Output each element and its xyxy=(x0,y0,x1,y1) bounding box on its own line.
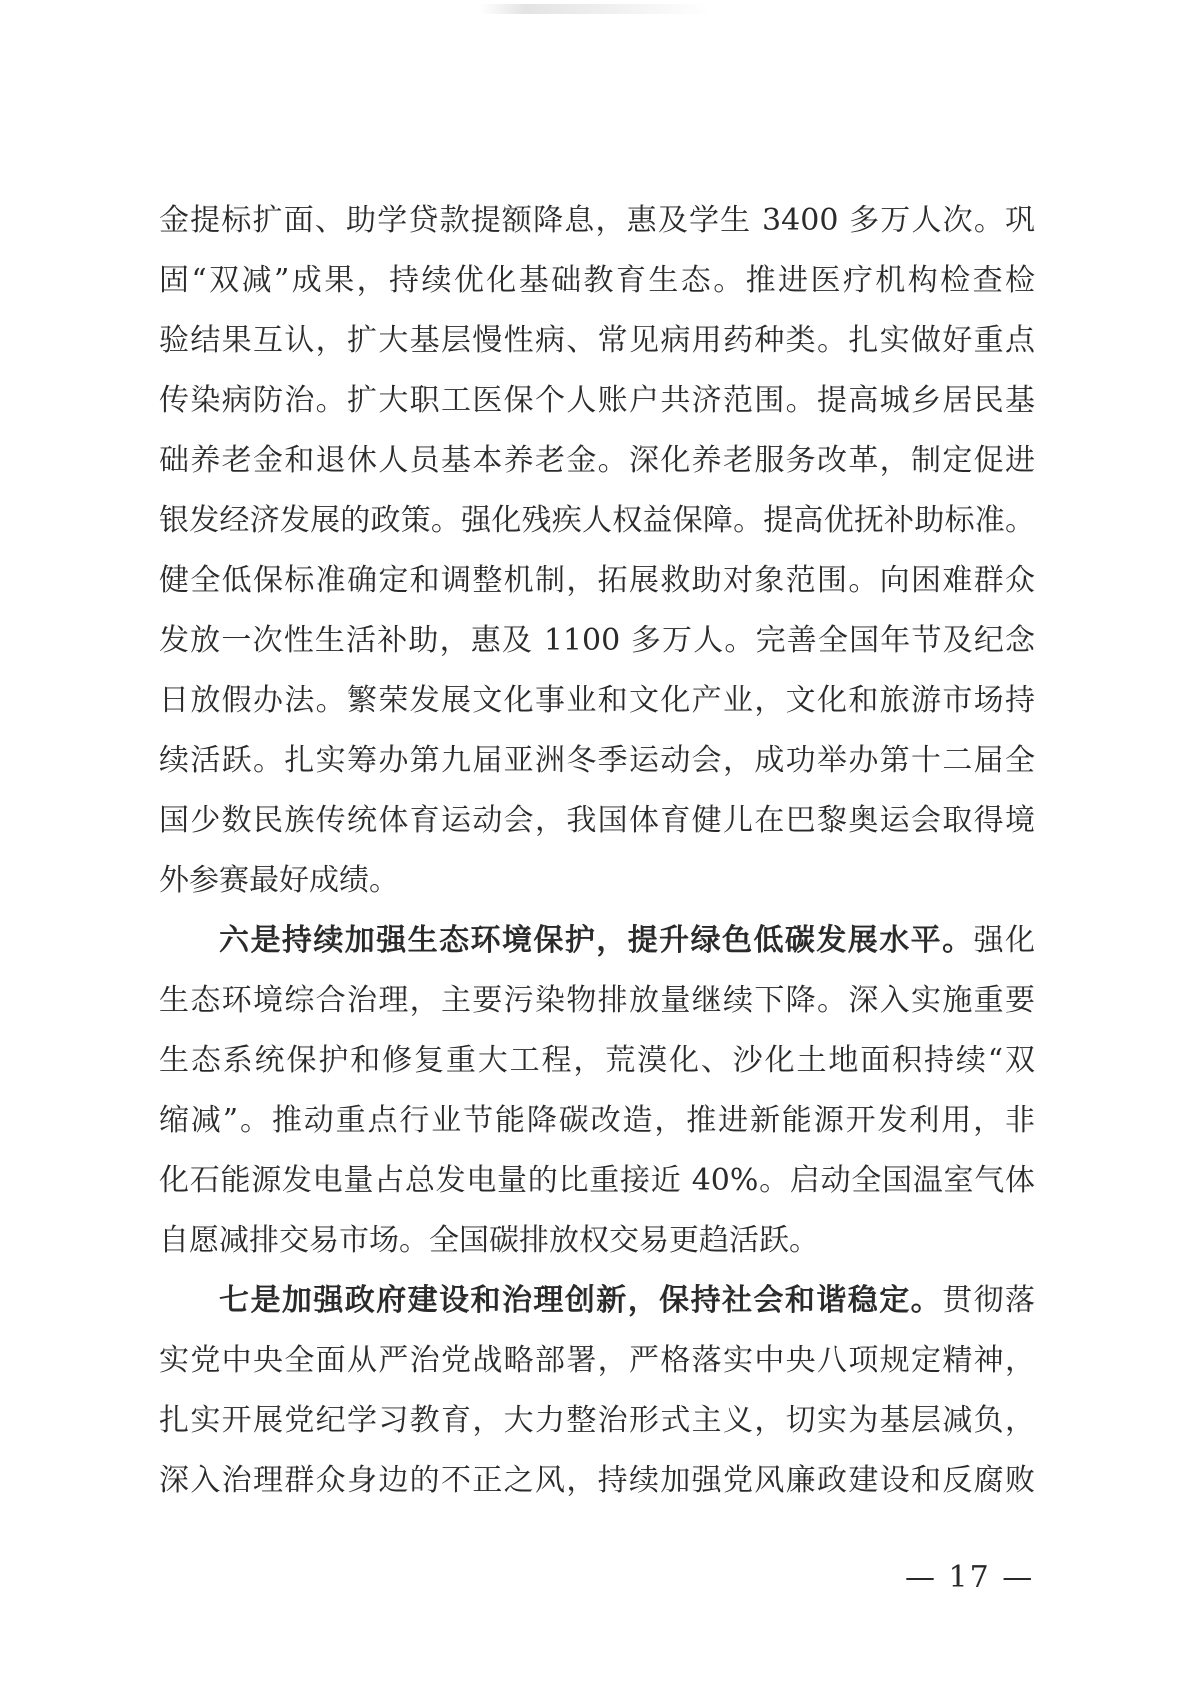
paragraph-ecology xyxy=(159,911,1035,1271)
text-line: 扎实开展党纪学习教育，大力整治形式主义，切实为基层减负， xyxy=(159,1403,1035,1438)
text-line: 础养老金和退休人员基本养老金。深化养老服务改革，制定促进 xyxy=(159,443,1035,478)
text-line: 缩减”。推动重点行业节能降碳改造，推进新能源开发利用，非 xyxy=(159,1103,1035,1138)
text-line: 生态环境综合治理，主要污染物排放量继续下降。深入实施重要 xyxy=(159,983,1035,1018)
text-line: 外参赛最好成绩。 xyxy=(159,863,399,898)
text-line: 健全低保标准确定和调整机制，拓展救助对象范围。向困难群众 xyxy=(159,563,1035,598)
text-line: 金提标扩面、助学贷款提额降息，惠及学生 3400 多万人次。巩 xyxy=(159,203,1035,238)
scan-artifact xyxy=(480,4,710,14)
text-line: 实党中央全面从严治党战略部署，严格落实中央八项规定精神， xyxy=(159,1343,1035,1378)
text-line: 国少数民族传统体育运动会，我国体育健儿在巴黎奥运会取得境 xyxy=(159,803,1035,838)
paragraph-governance xyxy=(159,1271,1035,1511)
text-line: 深入治理群众身边的不正之风，持续加强党风廉政建设和反腐败 xyxy=(159,1463,1035,1498)
text-line: 发放一次性生活补助，惠及 1100 多万人。完善全国年节及纪念 xyxy=(159,623,1035,658)
text-line: 日放假办法。繁荣发展文化事业和文化产业，文化和旅游市场持 xyxy=(159,683,1035,718)
text-run: 贯彻落 xyxy=(942,1283,1035,1318)
text-line: 银发经济发展的政策。强化残疾人权益保障。提高优抚补助标准。 xyxy=(159,503,1035,538)
paragraph-first-line xyxy=(159,1271,1035,1331)
text-line: 自愿减排交易市场。全国碳排放权交易更趋活跃。 xyxy=(159,1223,819,1258)
page-number: — 17 — xyxy=(905,1560,1035,1595)
paragraph-heading: 六是持续加强生态环境保护，提升绿色低碳发展水平。 xyxy=(219,923,974,958)
text-line: 续活跃。扎实筹办第九届亚洲冬季运动会，成功举办第十二届全 xyxy=(159,743,1035,778)
text-line: 固“双减”成果，持续优化基础教育生态。推进医疗机构检查检 xyxy=(159,263,1035,298)
text-line: 验结果互认，扩大基层慢性病、常见病用药种类。扎实做好重点 xyxy=(159,323,1035,358)
text-line: 传染病防治。扩大职工医保个人账户共济范围。提高城乡居民基 xyxy=(159,383,1035,418)
text-run: 强化 xyxy=(973,923,1035,958)
paragraph-heading: 七是加强政府建设和治理创新，保持社会和谐稳定。 xyxy=(219,1283,943,1318)
text-line: 化石能源发电量占总发电量的比重接近 40%。启动全国温室气体 xyxy=(159,1163,1035,1198)
paragraph-first-line xyxy=(159,911,1035,971)
text-line: 生态系统保护和修复重大工程，荒漠化、沙化土地面积持续“双 xyxy=(159,1043,1035,1078)
paragraph-social-welfare xyxy=(159,191,1035,911)
